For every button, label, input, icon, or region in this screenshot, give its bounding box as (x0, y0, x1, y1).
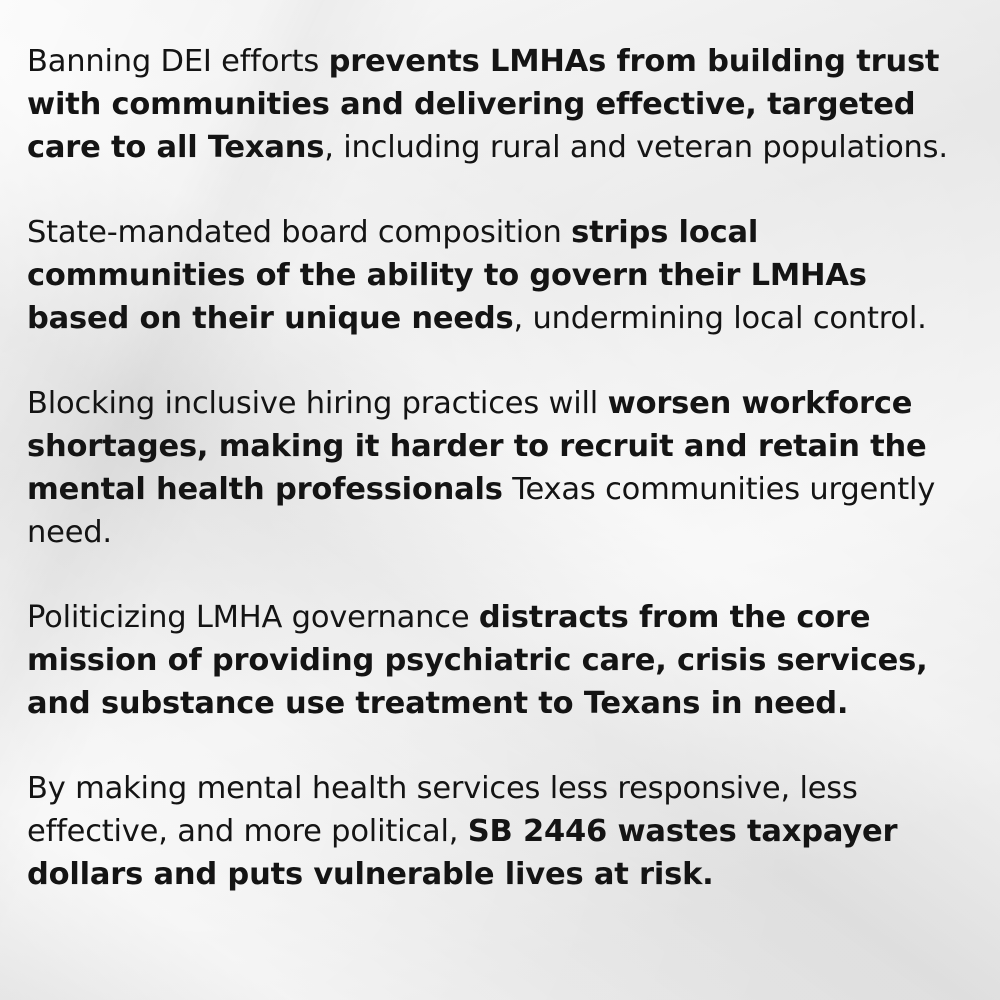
paragraph-emphasis: strips local communities of the ability to govern their LMHAs based on their unique needs (27, 215, 867, 336)
paragraph-politicizing-governance (27, 596, 977, 725)
paragraph-board-composition (27, 211, 977, 340)
paragraph-emphasis: prevents LMHAs from building trust with communities and delivering effective, targeted care to all Texans (27, 44, 940, 165)
paragraph-dei-ban (27, 40, 977, 169)
paragraph-hiring-practices (27, 382, 977, 554)
paragraph-sb-2446-conclusion (27, 767, 977, 896)
paragraph-text: Banning DEI efforts (27, 44, 329, 79)
paragraph-emphasis: SB 2446 wastes taxpayer dollars and puts vulnerable lives at risk. (27, 814, 898, 892)
paragraph-text: Politicizing LMHA governance (27, 600, 479, 635)
paragraph-emphasis: distracts from the core mission of providing psychiatric care, crisis services, and substance use treatment to Texans in need. (27, 600, 928, 721)
paragraph-text: Blocking inclusive hiring practices will (27, 386, 608, 421)
paragraph-text: , undermining local control. (513, 301, 927, 336)
paragraph-text: , including rural and veteran populations. (324, 130, 948, 165)
paragraph-text: State-mandated board composition (27, 215, 572, 250)
paragraph-text: By making mental health services less responsive, less effective, and more political, (27, 771, 858, 849)
paragraph-emphasis: worsen workforce shortages, making it harder to recruit and retain the mental health professionals (27, 386, 927, 507)
paragraph-text: Texas communities urgently need. (27, 472, 936, 550)
document-body (27, 40, 977, 938)
